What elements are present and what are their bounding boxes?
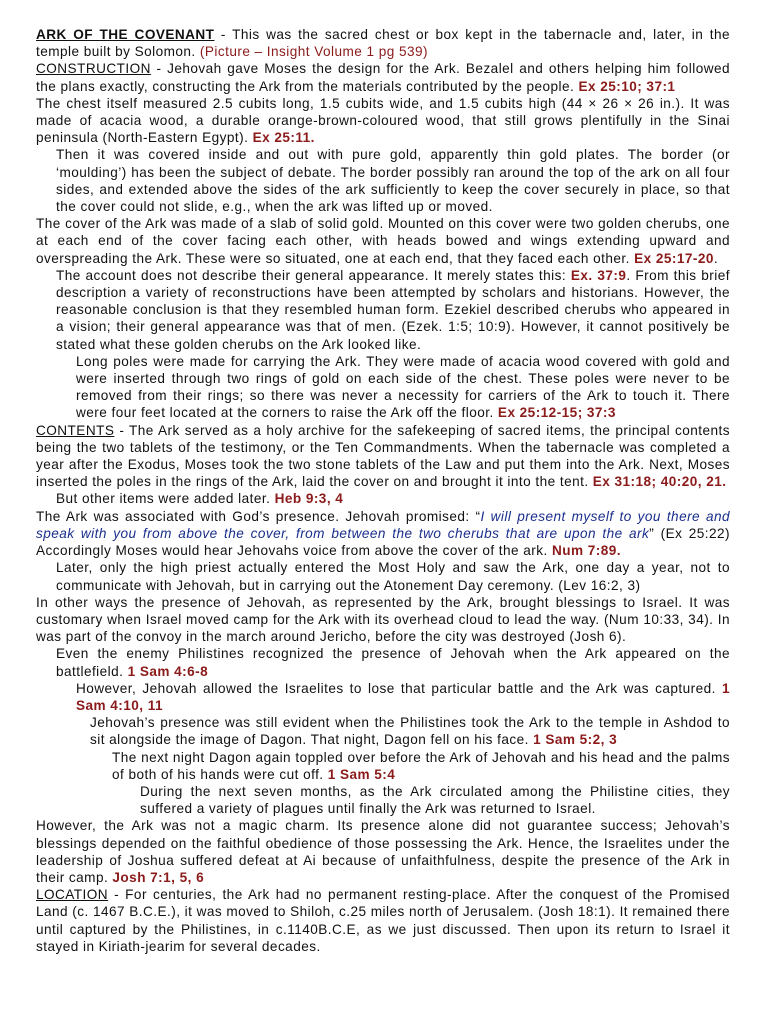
scripture-reference: Heb 9:3, 4 (274, 491, 344, 507)
scripture-reference: 1 Sam 4:10, 11 (76, 680, 730, 713)
scripture-reference: 1 Sam 4:6-8 (127, 663, 209, 679)
section-heading-location: LOCATION (36, 887, 109, 903)
paragraph-philistines: Even the enemy Philistines recognized the presence of Jehovah when the Ark appeared on the battlefield. 1 Sam 4:6-8 (56, 646, 730, 679)
paragraph-poles: Long poles were made for carrying the Ark. They were made of acacia wood covered with gold and were inserted through two rings of gold on each side of the chest. These poles were never to be removed from their rings; so there was never a necessity for carriers of the Ark to touch it. There were four feet located at the corners to raise the Ark off the floor. Ex 25:12-15; 37:3 (76, 353, 730, 421)
section-heading-contents: CONTENTS (36, 422, 115, 438)
paragraph-contents: CONTENTS - The Ark served as a holy archive for the safekeeping of sacred items, the principal contents being the two tablets of the testimony, or the Ten Commandments. When the tabernacle was completed a year after the Exodus, Moses took the two stone tablets of the Law and put them into the Ark. Next, Moses inserted the poles in the rings of the Ark, laid the cover on and brought it into the tent. Ex 31:18; 40:20, 21. (36, 422, 730, 490)
scripture-reference: Ex. 37:9 (570, 267, 627, 283)
scripture-quote: I will present myself to you there and speak with you from above the cover, from between the two cherubs that are upon the ark (36, 508, 731, 541)
paragraph-other-items: But other items were added later. Heb 9:3, 4 (56, 491, 344, 507)
paragraph-captured: However, Jehovah allowed the Israelites to lose that particular battle and the Ark was captured. 1 Sam 4:10, 11 (76, 680, 730, 713)
document-page (36, 26, 730, 955)
scripture-reference: Ex 31:18; 40:20, 21 (592, 474, 723, 490)
scripture-reference: 1 Sam 5:2, 3 (533, 732, 618, 748)
picture-reference: (Picture – Insight Volume 1 pg 539) (199, 44, 428, 60)
paragraph-ark-intro: ARK OF THE COVENANT - This was the sacred chest or box kept in the tabernacle and, later, in the temple built by Solomon. (Picture – Insight Volume 1 pg 539) (36, 27, 730, 60)
paragraph-ashdod: Jehovah’s presence was still evident when the Philistines took the Ark to the temple in Ashdod to sit alongside the image of Dagon. That night, Dagon fell on his face. 1 Sam 5:2, 3 (90, 715, 730, 748)
paragraph-cover-cherubs: The cover of the Ark was made of a slab of solid gold. Mounted on this cover were two golden cherubs, one at each end of the cover facing each other, with heads bowed and wings extending upward and overspreading the Ark. These were so situated, one at each end, that they faced each other. Ex 25:17-20. (36, 216, 730, 266)
paragraph-gold-covering: Then it was covered inside and out with pure gold, apparently thin gold plates. The border (or ‘moulding’) has been the subject of debate. The border possibly ran around the top of the ark on all four sides, and extended above the sides of the ark sufficiently to keep the cover securely in place, so that the cover could not slide, e.g., when the ark was lifted up or moved. (56, 147, 730, 215)
paragraph-blessings: In other ways the presence of Jehovah, as represented by the Ark, brought blessings to Israel. It was customary when Israel moved camp for the Ark with its overhead cloud to lead the way. (Num 10:33, 34). In was part of the convoy in the march around Jericho, before the city was destroyed (Josh 6). (36, 594, 730, 645)
scripture-reference: Josh 7:1, 5, 6 (112, 869, 205, 885)
paragraph-high-priest: Later, only the high priest actually entered the Most Holy and saw the Ark, one day a year, not to communicate with Jehovah, but in carrying out the Atonement Day ceremony. (Lev 16:2, 3) (56, 560, 730, 593)
paragraph-not-magic: However, the Ark was not a magic charm. Its presence alone did not guarantee success; Jehovah’s blessings depended on the faithful obedience of those possessing the Ark. Hence, the Israelites under the leadership of Joshua suffered defeat at Ai because of unfaithfulness, despite the presence of the Ark in their camp. Josh 7:1, 5, 6 (36, 818, 730, 885)
scripture-reference: Num 7:89 (551, 543, 617, 559)
paragraph-dagon: The next night Dagon again toppled over before the Ark of Jehovah and his head and the palms of both of his hands were cut off. 1 Sam 5:4 (112, 749, 730, 782)
scripture-reference: Ex 25:11 (252, 130, 311, 146)
scripture-reference: Ex 25:17-20 (634, 250, 714, 266)
paragraph-gods-presence: The Ark was associated with God’s presence. Jehovah promised: “I will present myself to you there and speak with you from above the cover, from between the two cherubs that are upon the ark” (Ex 25:22) Accordingly Moses would hear Jehovahs voice from above the cover of the ark. Num 7:89. (36, 508, 731, 559)
scripture-reference: 1 Sam 5:4 (327, 766, 396, 782)
paragraph-construction: CONSTRUCTION - Jehovah gave Moses the design for the Ark. Bezalel and others helping him followed the plans exactly, constructing the Ark from the materials contributed by the people. Ex 25:10; 37:1 (36, 61, 730, 94)
section-heading-ark: ARK OF THE COVENANT (36, 27, 215, 42)
scripture-reference: Ex 25:10; 37:1 (578, 78, 676, 94)
paragraph-location: LOCATION - For centuries, the Ark had no permanent resting-place. After the conquest of the Promised Land (c. 1467 B.C.E.), it was moved to Shiloh, c.25 miles north of Jerusalem. (Josh 18:1). It remained there until captured by the Philistines, in c.1140B.C.E, as we just discussed. Then upon its return to Israel it stayed in Kiriath-jearim for several decades. (36, 887, 730, 954)
section-heading-construction: CONSTRUCTION (36, 61, 151, 77)
paragraph-dimensions: The chest itself measured 2.5 cubits long, 1.5 cubits wide, and 1.5 cubits high (44 × 26 × 26 in.). It was made of acacia wood, a durable orange-brown-coloured wood, that still grows plentifully in the Sinai peninsula (North-Eastern Egypt). Ex 25:11. (36, 95, 730, 146)
scripture-reference: Ex 25:12-15; 37:3 (497, 405, 616, 421)
paragraph-cherub-appearance: The account does not describe their general appearance. It merely states this: Ex. 37:9. From this brief description a variety of reconstructions have been attempted by scholars and historians. However, the reasonable conclusion is that they resembled human form. Ezekiel described cherubs who appeared in a vision; their general appearance was that of men. (Ezek. 1:5; 10:9). However, it cannot positively be stated what these golden cherubs on the Ark looked like. (56, 267, 730, 352)
paragraph-plagues: During the next seven months, as the Ark circulated among the Philistine cities, they suffered a variety of plagues until finally the Ark was returned to Israel. (140, 783, 730, 817)
